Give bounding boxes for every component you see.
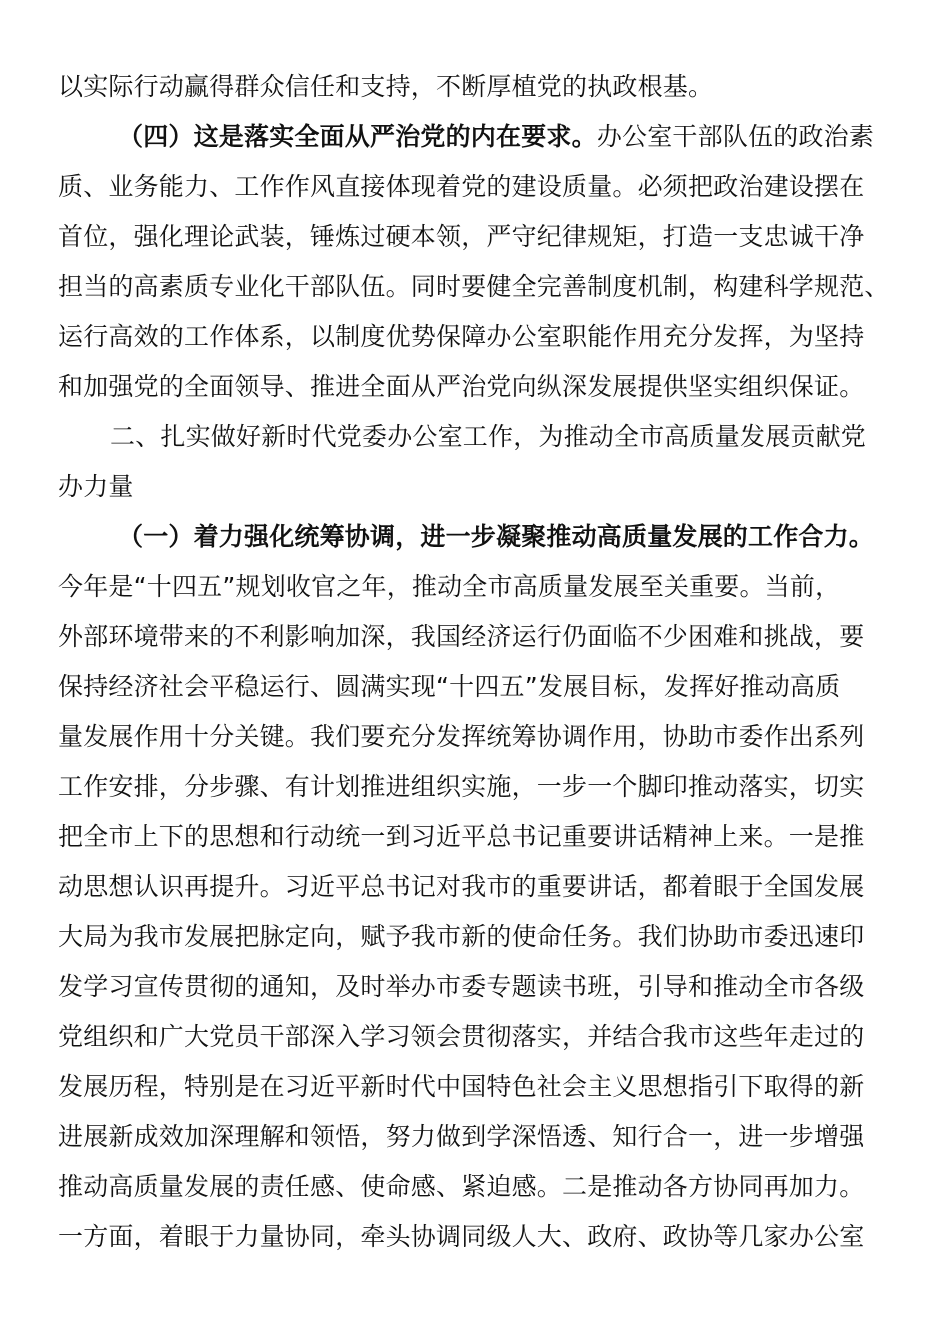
paragraph-line: 大局为我市发展把脉定向，赋予我市新的使命任务。我们协助市委迅速印 — [58, 922, 865, 951]
section-4-line — [118, 112, 874, 162]
paragraph-line: 担当的高素质专业化干部队伍。同时要健全完善制度机制，构建科学规范、 — [58, 272, 890, 301]
paragraph-line: 动思想认识再提升。习近平总书记对我市的重要讲话，都着眼于全国发展 — [58, 872, 865, 901]
paragraph-line: 党组织和广大党员干部深入学习领会贯彻落实，并结合我市这些年走过的 — [58, 1022, 865, 1051]
paragraph-line: 以实际行动赢得群众信任和支持，不断厚植党的执政根基。 — [58, 72, 714, 101]
paragraph-line: 运行高效的工作体系，以制度优势保障办公室职能作用充分发挥，为坚持 — [58, 322, 865, 351]
paragraph-line: 和加强党的全面领导、推进全面从严治党向纵深发展提供坚实组织保证。 — [58, 372, 865, 401]
paragraph-text: 办公室干部队伍的政治素 — [596, 122, 875, 151]
paragraph-line: 量发展作用十分关键。我们要充分发挥统筹协调作用，协助市委作出系列 — [58, 722, 865, 751]
paragraph-line: 发学习宣传贯彻的通知，及时举办市委专题读书班，引导和推动全市各级 — [58, 972, 865, 1001]
section-heading-4: （四）这是落实全面从严治党的内在要求。 — [118, 122, 597, 151]
section-heading-2-cont: 办力量 — [58, 472, 134, 501]
paragraph-line: 外部环境带来的不利影响加深，我国经济运行仍面临不少困难和挑战，要 — [58, 622, 865, 651]
paragraph-line: 把全市上下的思想和行动统一到习近平总书记重要讲话精神上来。一是推 — [58, 822, 865, 851]
paragraph-line: 推动高质量发展的责任感、使命感、紧迫感。二是推动各方协同再加力。 — [58, 1172, 865, 1201]
paragraph-line: 发展历程，特别是在习近平新时代中国特色社会主义思想指引下取得的新 — [58, 1072, 865, 1101]
paragraph-line: 首位，强化理论武装，锤炼过硬本领，严守纪律规矩，打造一支忠诚干净 — [58, 222, 865, 251]
section-heading-2: 二、扎实做好新时代党委办公室工作，为推动全市高质量发展贡献党 — [110, 422, 867, 451]
subsection-heading-1: （一）着力强化统筹协调，进一步凝聚推动高质量发展的工作合力。 — [118, 522, 875, 551]
paragraph-line: 今年是“十四五”规划收官之年，推动全市高质量发展至关重要。当前， — [58, 572, 841, 601]
paragraph-line: 质、业务能力、工作作风直接体现着党的建设质量。必须把政治建设摆在 — [58, 172, 865, 201]
paragraph-line: 一方面，着眼于力量协同，牵头协调同级人大、政府、政协等几家办公室 — [58, 1222, 865, 1251]
paragraph-line: 保持经济社会平稳运行、圆满实现“十四五”发展目标，发挥好推动高质 — [58, 672, 841, 701]
paragraph-line: 工作安排，分步骤、有计划推进组织实施，一步一个脚印推动落实，切实 — [58, 772, 865, 801]
paragraph-line: 进展新成效加深理解和领悟，努力做到学深悟透、知行合一，进一步增强 — [58, 1122, 865, 1151]
